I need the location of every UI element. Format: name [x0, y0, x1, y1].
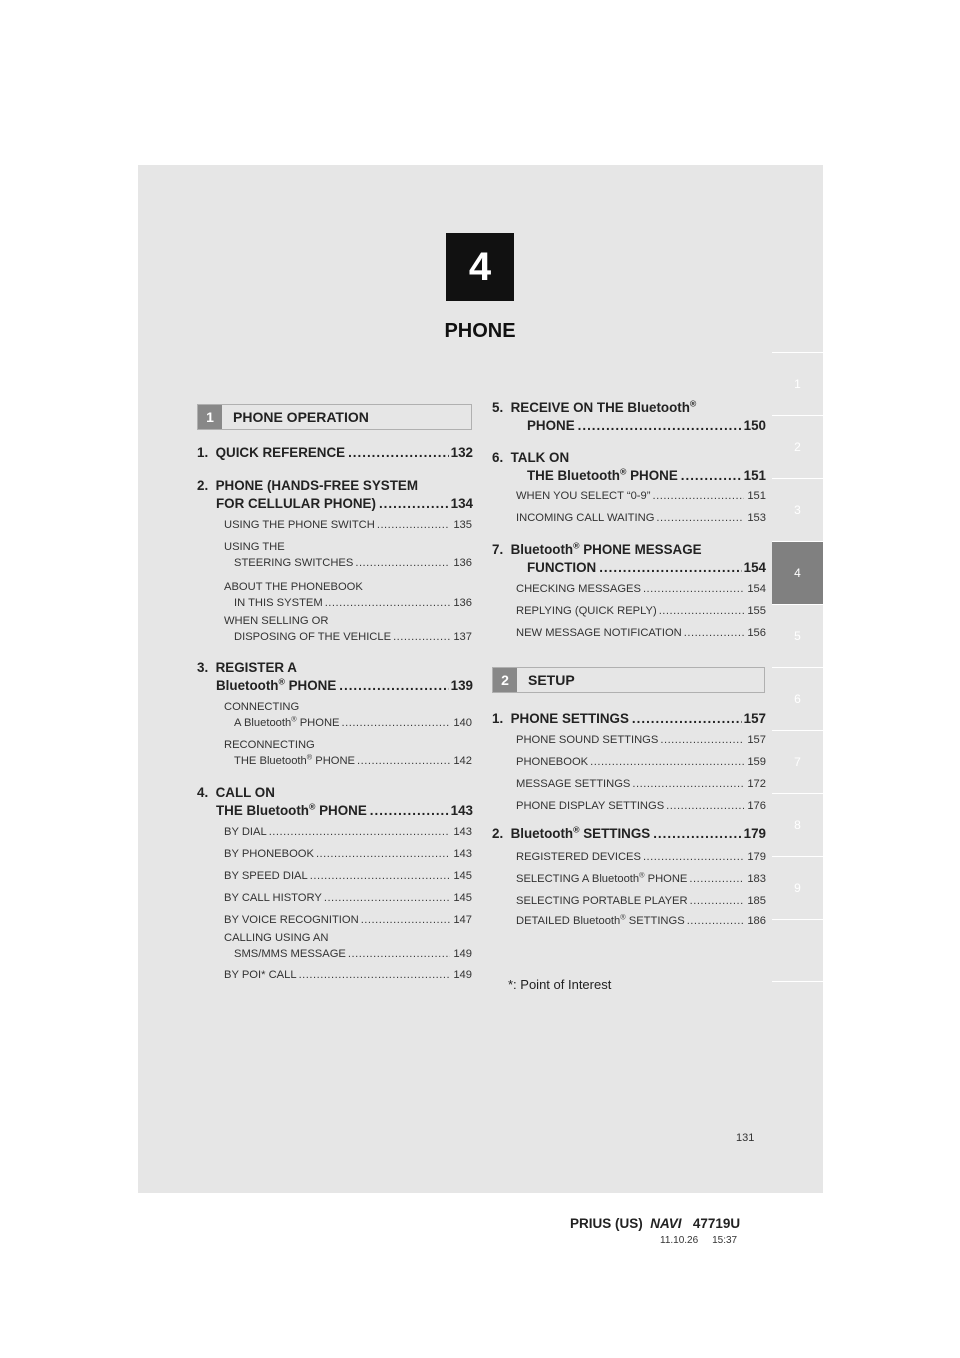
toc-sub-phone-switch[interactable]: USING THE PHONE SWITCH ..... 135 [224, 517, 472, 533]
toc-sub-sms-mms[interactable]: CALLING USING AN SMS/MMS MESSAGE ..... 149 [224, 930, 472, 962]
toc-sub-by-call-history[interactable]: BY CALL HISTORY ..... 145 [224, 890, 472, 906]
toc-sub-detailed-bt[interactable]: DETAILED Bluetooth® SETTINGS ..... 186 [516, 913, 766, 929]
toc-entry-talk-on[interactable]: 6. TALK ON THE Bluetooth® PHONE ..... 151 [492, 449, 766, 485]
toc-sub-select-0-9[interactable]: WHEN YOU SELECT “0-9” ..... 151 [516, 488, 766, 504]
toc-entry-receive[interactable]: 5. RECEIVE ON THE Bluetooth® PHONE ..... 150 [492, 399, 766, 435]
toc-entry-message[interactable]: 7. Bluetooth® PHONE MESSAGE FUNCTION ..... 154 [492, 541, 766, 577]
toc-entry-phone-hands-free[interactable]: 2. PHONE (HANDS-FREE SYSTEM FOR CELLULAR PHONE) ..... 134 [197, 477, 473, 513]
toc-entry-bluetooth-settings[interactable]: 2. Bluetooth® SETTINGS ..... 179 [492, 825, 766, 843]
toc-sub-steering-switches[interactable]: USING THE STEERING SWITCHES ..... 136 [224, 539, 472, 571]
tab-blank [772, 919, 823, 982]
toc-sub-phonebook[interactable]: ABOUT THE PHONEBOOK IN THIS SYSTEM ..... 136 [224, 579, 472, 611]
page-ref: 134 [450, 496, 473, 511]
toc-sub-connecting[interactable]: CONNECTING A Bluetooth® PHONE ..... 140 [224, 699, 472, 731]
tab-4[interactable]: 4 [772, 541, 823, 604]
toc-sub-message-settings[interactable]: MESSAGE SETTINGS ..... 172 [516, 776, 766, 792]
section-header-phone-operation [197, 404, 472, 430]
tab-1[interactable]: 1 [772, 352, 823, 415]
toc-sub-by-dial[interactable]: BY DIAL ..... 143 [224, 824, 472, 840]
tab-8[interactable]: 8 [772, 793, 823, 856]
tab-5[interactable]: 5 [772, 604, 823, 667]
section-label: PHONE OPERATION [233, 409, 369, 425]
toc-sub-registered-devices[interactable]: REGISTERED DEVICES ..... 179 [516, 849, 766, 865]
footer-model: PRIUS (US) NAVI 47719U [570, 1216, 741, 1231]
footnote: *: Point of Interest [508, 977, 612, 992]
toc-sub-poi-call[interactable]: BY POI* CALL ..... 149 [224, 967, 472, 983]
toc-sub-by-phonebook[interactable]: BY PHONEBOOK ..... 143 [224, 846, 472, 862]
page-number: 131 [736, 1132, 755, 1144]
chapter-title: PHONE [444, 320, 516, 342]
toc-entry-quick-reference[interactable]: 1. QUICK REFERENCE ..... 132 [197, 444, 473, 462]
toc-sub-reconnecting[interactable]: RECONNECTING THE Bluetooth® PHONE ..... 142 [224, 737, 472, 769]
toc-sub-portable-player[interactable]: SELECTING PORTABLE PLAYER ..... 185 [516, 893, 766, 909]
toc-sub-by-speed-dial[interactable]: BY SPEED DIAL ..... 145 [224, 868, 472, 884]
toc-sub-by-voice[interactable]: BY VOICE RECOGNITION ..... 147 [224, 912, 472, 928]
tab-6[interactable]: 6 [772, 667, 823, 730]
toc-sub-selling[interactable]: WHEN SELLING OR DISPOSING OF THE VEHICLE ..... 137 [224, 613, 472, 645]
chapter-tabs [772, 352, 823, 982]
section-label: SETUP [528, 672, 575, 688]
toc-sub-phonebook-settings[interactable]: PHONEBOOK ..... 159 [516, 754, 766, 770]
tab-9[interactable]: 9 [772, 856, 823, 919]
tab-7[interactable]: 7 [772, 730, 823, 793]
toc-sub-checking-messages[interactable]: CHECKING MESSAGES ..... 154 [516, 581, 766, 597]
tab-2[interactable]: 2 [772, 415, 823, 478]
section-number: 2 [493, 668, 517, 692]
chapter-number-box [446, 233, 514, 301]
toc-entry-call-on[interactable]: 4. CALL ON THE Bluetooth® PHONE ..... 143 [197, 784, 473, 820]
toc-sub-sound-settings[interactable]: PHONE SOUND SETTINGS ..... 157 [516, 732, 766, 748]
toc-entry-phone-settings[interactable]: 1. PHONE SETTINGS ..... 157 [492, 710, 766, 728]
toc-sub-quick-reply[interactable]: REPLYING (QUICK REPLY) ..... 155 [516, 603, 766, 619]
footer-date: 11.10.26 15:37 [660, 1235, 738, 1246]
section-header-setup [492, 667, 765, 693]
toc-sub-new-message[interactable]: NEW MESSAGE NOTIFICATION ..... 156 [516, 625, 766, 641]
chapter-number: 4 [468, 244, 492, 289]
toc-sub-display-settings[interactable]: PHONE DISPLAY SETTINGS ..... 176 [516, 798, 766, 814]
page-ref: 132 [450, 445, 473, 460]
section-number: 1 [198, 405, 222, 429]
toc-sub-selecting-phone[interactable]: SELECTING A Bluetooth® PHONE ..... 183 [516, 871, 766, 887]
toc-sub-call-waiting[interactable]: INCOMING CALL WAITING ..... 153 [516, 510, 766, 526]
tab-3[interactable]: 3 [772, 478, 823, 541]
toc-entry-register[interactable]: 3. REGISTER A Bluetooth® PHONE ..... 139 [197, 659, 473, 695]
